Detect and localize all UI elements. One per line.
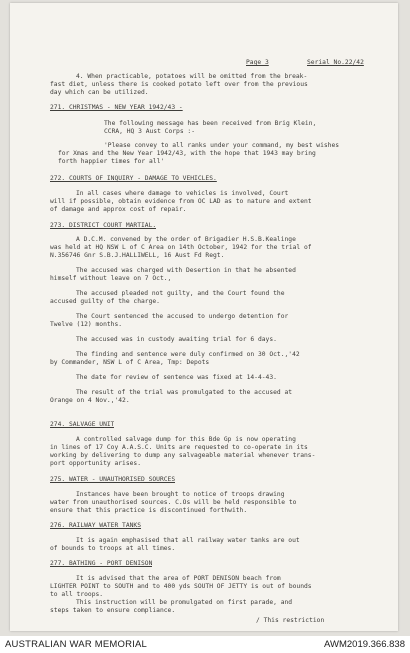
text-line: The accused was charged with Desertion in that he absented	[76, 267, 296, 274]
text-line: The following message has been received from Brig Klein,	[104, 120, 317, 127]
text-line: The accused pleaded not guilty, and the Court found the	[76, 290, 285, 297]
text-line: A D.C.M. convened by the order of Brigadier H.S.B.Kealinge	[76, 236, 296, 243]
text-line: water from unauthorised sources. C.Os will be held responsible to	[50, 499, 297, 506]
text-line: The accused was in custody awaiting trial for 6 days.	[76, 336, 277, 343]
section-heading: 272. COURTS OF INQUIRY - DAMAGE TO VEHICLES.	[50, 175, 217, 182]
text-line: It is advised that the area of PORT DENISON beach from	[76, 575, 281, 582]
text-line: 4. When practicable, potatoes will be omitted from the break-	[76, 73, 308, 80]
text-line: working by delivering to dump any salvageable material whenever trans-	[50, 452, 316, 459]
text-line: The Court sentenced the accused to undergo detention for	[76, 313, 289, 320]
text-line: for Xmas and the New Year 1942/43, with the hope that 1943 may bring	[58, 150, 316, 157]
text-line: Twelve (12) months.	[50, 321, 123, 328]
section-heading: 274. SALVAGE UNIT	[50, 421, 115, 428]
text-line: by Commander, NSW L of C Area, Tmp: Depots	[50, 359, 210, 366]
section-heading: 277. BATHING - PORT DENISON	[50, 560, 153, 567]
serial-number: Serial No.22/42	[307, 59, 364, 66]
text-line: accused guilty of the charge.	[50, 298, 160, 305]
archive-footer	[0, 636, 410, 653]
text-line: A controlled salvage dump for this Bde Gp is now operating	[76, 436, 296, 443]
text-line: CCRA, HQ 3 Aust Corps :-	[104, 128, 195, 135]
continuation-line: / This restriction	[256, 617, 325, 624]
text-line: ensure that this practice is discontinued forthwith.	[50, 507, 248, 514]
institution-name: AUSTRALIAN WAR MEMORIAL	[5, 639, 148, 650]
text-line: himself without leave on 7 Oct.,	[50, 275, 172, 282]
text-line: fast diet, unless there is cooked potato left over from the previous	[50, 81, 308, 88]
accession-number: AWM2019.366.838	[324, 639, 405, 650]
text-line: It is again emphasised that all railway water tanks are out	[76, 537, 300, 544]
text-line: port opportunity arises.	[50, 460, 141, 467]
text-line: Orange on 4 Nov.,'42.	[50, 397, 130, 404]
text-line: The result of the trial was promulgated to the accused at	[76, 389, 293, 396]
text-line: day which can be utilized.	[50, 89, 149, 96]
text-line: In all cases where damage to vehicles is involved, Court	[76, 190, 289, 197]
text-line: LIGHTER POINT to SOUTH and to 400 yds SOUTH OF JETTY is out of bounds	[50, 583, 312, 590]
section-heading: 273. DISTRICT COURT MARTIAL.	[50, 222, 157, 229]
text-line: was held at HQ NSW L of C Area on 14th October, 1942 for the trial of	[50, 244, 312, 251]
text-line: of bounds to troops at all times.	[50, 545, 176, 552]
text-line: Instances have been brought to notice of troops drawing	[76, 491, 285, 498]
text-line: This instruction will be promulgated on first parade, and	[76, 599, 293, 606]
text-line: N.356746 Gnr S.B.J.HALLIWELL, 16 Aust Fd Regt.	[50, 252, 225, 259]
text-line: The date for review of sentence was fixed at 14-4-43.	[76, 374, 277, 381]
text-line: steps taken to ensure compliance.	[50, 607, 176, 614]
text-line: The finding and sentence were duly confirmed on 30 Oct.,'42	[76, 351, 300, 358]
document-page	[10, 3, 398, 631]
text-line: will if possible, obtain evidence from OC LAD as to nature and extent	[50, 198, 312, 205]
text-line: to all troops.	[50, 591, 104, 598]
section-heading: 276. RAILWAY WATER TANKS	[50, 522, 141, 529]
text-line: of damage and approx cost of repair.	[50, 206, 187, 213]
page-number: Page 3	[246, 59, 269, 66]
text-line: 'Please convey to all ranks under your command, my best wishes	[104, 142, 340, 149]
section-heading: 275. WATER - UNAUTHORISED SOURCES	[50, 476, 176, 483]
text-line: forth happier times for all'	[58, 158, 165, 165]
text-line: in lines of 17 Coy A.A.S.C. Units are requested to co-operate in its	[50, 444, 308, 451]
typed-order	[10, 3, 398, 631]
section-heading: 271. CHRISTMAS - NEW YEAR 1942/43 -	[50, 104, 183, 111]
